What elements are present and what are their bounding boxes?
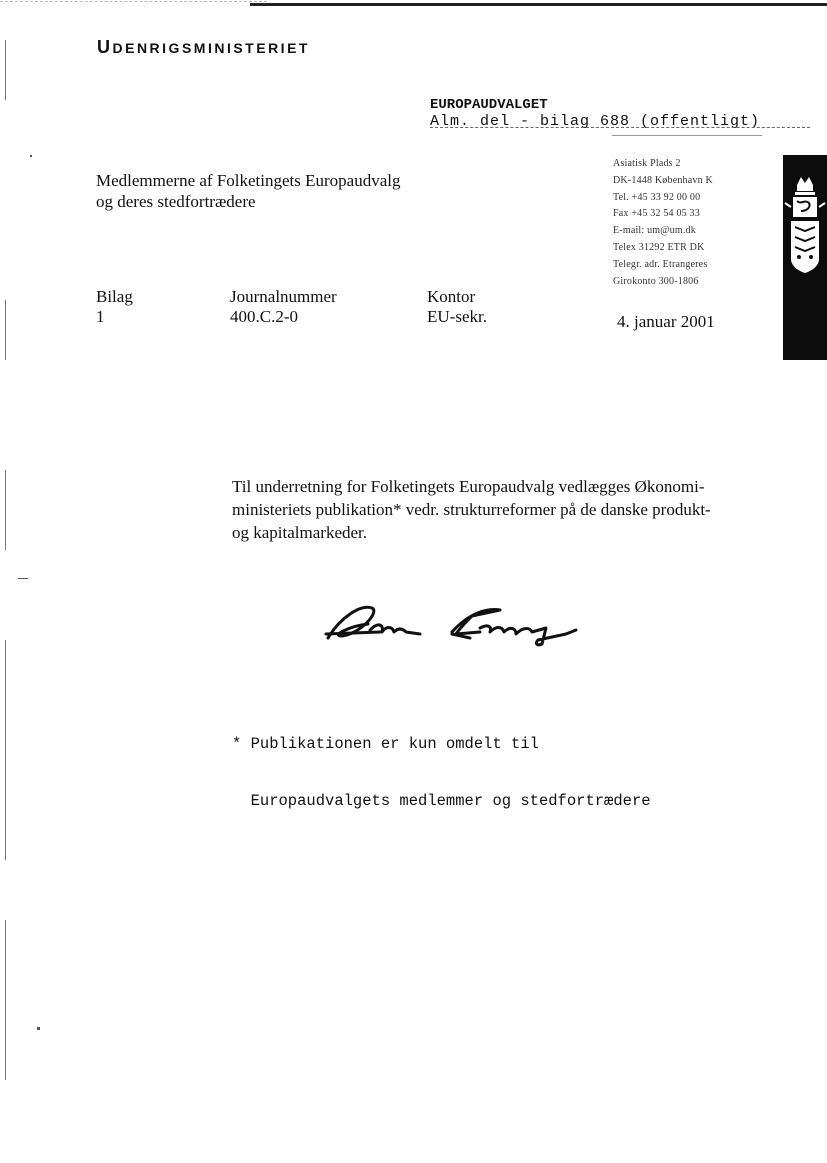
scan-speck <box>18 578 28 579</box>
bilag-value: 1 <box>96 307 105 326</box>
address-line: Girokonto 300-1806 <box>613 275 699 287</box>
address-line: Telex 31292 ETR DK <box>613 241 705 253</box>
body-line: ministeriets publikation* vedr. strukturreformer på de danske produkt- <box>232 500 711 519</box>
journal-value: 400.C.2-0 <box>230 307 298 326</box>
letter-body <box>232 475 732 544</box>
bilag-field <box>96 287 133 327</box>
crest-icon <box>783 173 827 283</box>
body-line: Til underretning for Folketingets Europaudvalg vedlægges Økonomi- <box>232 477 705 496</box>
bilag-label: Bilag <box>96 287 133 306</box>
address-line: Asiatisk Plads 2 <box>613 158 681 169</box>
address-line: Telegr. adr. Etrangeres <box>613 258 708 270</box>
address-line: E-mail: um@um.dk <box>613 225 696 237</box>
stamp-committee: EUROPAUDVALGET <box>430 97 548 113</box>
scan-margin-line <box>5 920 6 1080</box>
recipient-block <box>96 170 401 212</box>
scan-top-edge <box>0 0 827 9</box>
scan-margin-line <box>5 470 6 550</box>
journal-label: Journalnummer <box>230 287 337 306</box>
sender-address <box>613 156 713 290</box>
scan-margin-line <box>5 640 6 860</box>
ministry-letterhead: UDENRIGSMINISTERIET <box>97 37 310 57</box>
letter-date: 4. januar 2001 <box>617 312 715 331</box>
scan-margin-line <box>5 300 6 360</box>
handwritten-signature <box>320 598 590 653</box>
kontor-label: Kontor <box>427 287 476 306</box>
address-line: Tel. +45 33 92 00 00 <box>613 191 701 203</box>
address-line: DK-1448 København K <box>613 174 713 186</box>
stamp-underline <box>612 135 762 136</box>
royal-crest-bar <box>783 155 827 360</box>
journal-field <box>230 287 337 327</box>
scan-speck <box>30 155 32 157</box>
address-line: Fax +45 32 54 05 33 <box>613 208 700 220</box>
scan-speck <box>37 1027 40 1030</box>
recipient-line: og deres stedfortrædere <box>96 192 256 211</box>
committee-stamp <box>430 97 760 130</box>
footnote <box>232 697 651 830</box>
footnote-line: * Publikationen er kun omdelt til <box>232 735 539 753</box>
stamp-reference: Alm. del - bilag 688 (offentligt) <box>430 113 761 130</box>
body-line: og kapitalmarkeder. <box>232 523 368 542</box>
scan-margin-line <box>5 40 6 100</box>
stamp-underline <box>430 127 810 128</box>
recipient-line: Medlemmerne af Folketingets Europaudvalg <box>96 171 401 190</box>
kontor-value: EU-sekr. <box>427 307 487 326</box>
kontor-field <box>427 287 487 327</box>
footnote-line: Europaudvalgets medlemmer og stedfortrædere <box>232 792 651 810</box>
